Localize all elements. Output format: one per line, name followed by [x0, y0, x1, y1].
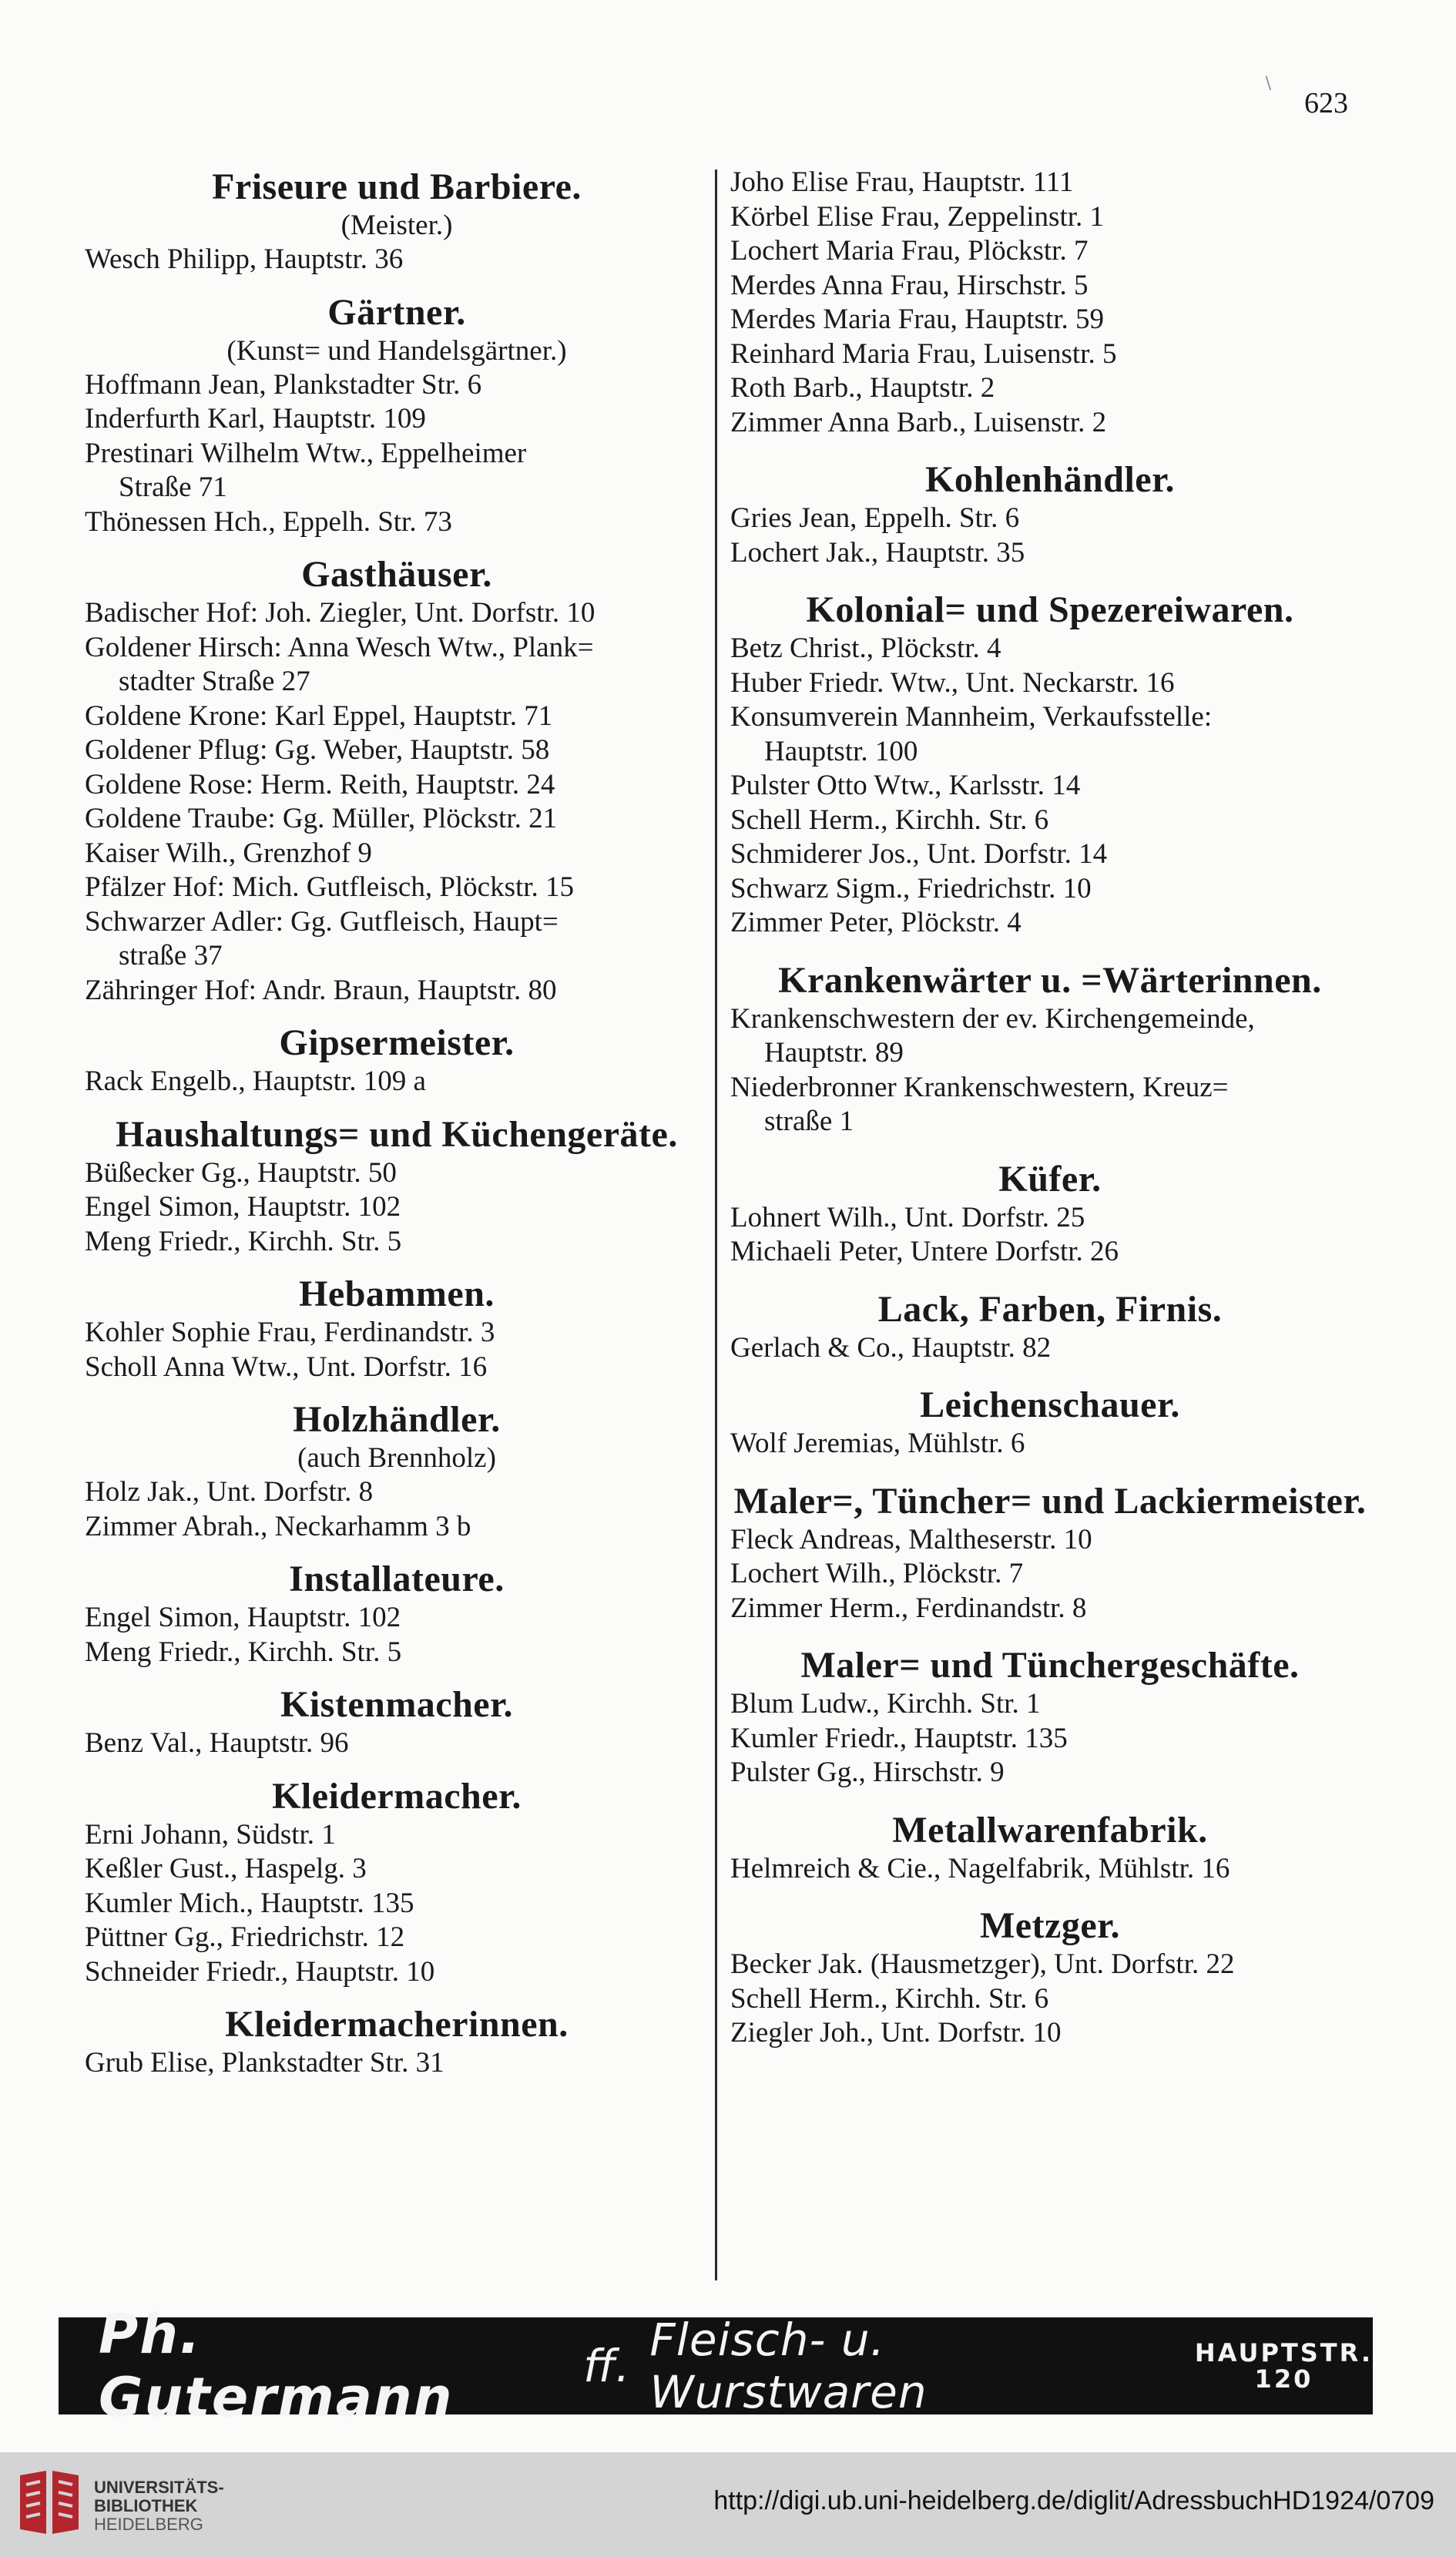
entry-text: Huber Friedr. Wtw., Unt. Neckarstr. 16 [730, 666, 1175, 699]
directory-entry [85, 1726, 709, 1761]
entry-text: Krankenschwestern der ev. Kirchengemeinde, [730, 1002, 1255, 1035]
footer-bar [0, 2452, 1456, 2557]
section-heading: Haushaltungs= und Küchengeräte. [116, 1113, 678, 1155]
directory-entry [85, 1190, 709, 1225]
ad-address-number: 120 [1254, 2364, 1313, 2394]
column-divider [715, 169, 717, 2280]
directory-entry [730, 1523, 1370, 1558]
directory-entry [730, 166, 1370, 200]
ad-mark: ff. [583, 2340, 630, 2392]
directory-entry [730, 1948, 1370, 1982]
entry-text: Büßecker Gg., Hauptstr. 50 [85, 1156, 397, 1189]
section-heading: Küfer. [998, 1158, 1102, 1200]
entry-text: Lochert Wilh., Plöckstr. 7 [730, 1558, 1024, 1589]
directory-entry [85, 596, 709, 631]
directory-entry [730, 337, 1370, 372]
directory-entry [730, 700, 1370, 769]
section-heading: Kleidermacher. [272, 1775, 522, 1817]
directory-entry [730, 1592, 1370, 1626]
ad-address [1195, 2340, 1373, 2392]
entry-text: Schell Herm., Kirchh. Str. 6 [730, 804, 1049, 836]
entry-text: Grub Elise, Plankstadter Str. 31 [85, 2047, 445, 2079]
entry-text: Merdes Maria Frau, Hauptstr. 59 [730, 304, 1105, 335]
directory-entry [85, 1601, 709, 1636]
entry-text: Holz Jak., Unt. Dorfstr. 8 [85, 1476, 374, 1508]
directory-entry [85, 974, 709, 1008]
section-heading: Metallwarenfabrik. [892, 1809, 1208, 1851]
directory-entry [85, 733, 709, 768]
library-name-line1: UNIVERSITÄTS- [94, 2478, 224, 2497]
entry-text: Becker Jak. (Hausmetzger), Unt. Dorfstr. 22 [730, 1948, 1235, 1980]
directory-entry [730, 1852, 1370, 1887]
directory-entry [85, 871, 709, 905]
entry-text: Lochert Maria Frau, Plöckstr. 7 [730, 235, 1089, 267]
section-heading: Lack, Farben, Firnis. [877, 1288, 1223, 1330]
directory-entry [730, 1756, 1370, 1790]
directory-entry [85, 243, 709, 277]
entry-text: Zimmer Peter, Plöckstr. 4 [730, 907, 1022, 938]
entry-text: Ziegler Joh., Unt. Dorfstr. 10 [730, 2017, 1062, 2049]
directory-entry [85, 1475, 709, 1510]
ad-address-street: HAUPTSTR. [1194, 2338, 1373, 2367]
entry-text: Keßler Gust., Haspelg. 3 [85, 1853, 367, 1884]
directory-entry [730, 1982, 1370, 2017]
entry-text: Helmreich & Cie., Nagelfabrik, Mühlstr. 16 [730, 1852, 1230, 1884]
directory-entry [85, 1887, 709, 1921]
entry-continuation: stadter Straße 27 [119, 666, 310, 697]
directory-entry [85, 437, 709, 505]
directory-entry [85, 631, 709, 700]
section-heading: Gärtner. [327, 291, 466, 333]
entry-text: Joho Elise Frau, Hauptstr. 111 [730, 166, 1074, 198]
entry-text: Schwarz Sigm., Friedrichstr. 10 [730, 872, 1092, 904]
section-heading: Kleidermacherinnen. [225, 2004, 569, 2045]
entry-text: Zähringer Hof: Andr. Braun, Hauptstr. 80 [85, 974, 557, 1006]
entry-text: Goldene Krone: Karl Eppel, Hauptstr. 71 [85, 700, 553, 732]
ad-goods: Fleisch- u. Wurstwaren [649, 2314, 928, 2418]
source-url-link[interactable]: http://digi.ub.uni-heidelberg.de/diglit/AdressbuchHD1924/0709 [713, 2486, 1434, 2515]
library-name [94, 2478, 224, 2534]
ad-business-name: Ph. Gutermann [99, 2303, 454, 2429]
entry-text: Zimmer Anna Barb., Luisenstr. 2 [730, 406, 1107, 438]
entry-text: Michaeli Peter, Untere Dorfstr. 26 [730, 1236, 1119, 1267]
entry-text: Lohnert Wilh., Unt. Dorfstr. 25 [730, 1201, 1085, 1233]
section-subheading: (auch Brennholz) [297, 1442, 496, 1474]
entry-text: Thönessen Hch., Eppelh. Str. 73 [85, 505, 452, 538]
section-heading: Krankenwärter u. =Wärterinnen. [778, 959, 1322, 1001]
entry-text: Reinhard Maria Frau, Luisenstr. 5 [730, 337, 1117, 370]
entry-text: Lochert Jak., Hauptstr. 35 [730, 536, 1025, 569]
section-heading: Leichenschauer. [920, 1384, 1180, 1425]
directory-entry [85, 768, 709, 803]
directory-entry [730, 269, 1370, 304]
entry-text: Schneider Friedr., Hauptstr. 10 [85, 1955, 435, 1988]
entry-text: Schwarzer Adler: Gg. Gutfleisch, Haupt= [85, 905, 559, 938]
directory-entry [730, 536, 1370, 571]
directory-entry [85, 1921, 709, 1955]
directory-entry [85, 1852, 709, 1887]
entry-text: Gries Jean, Eppelh. Str. 6 [730, 502, 1020, 534]
directory-entry [730, 2016, 1370, 2051]
entry-text: Scholl Anna Wtw., Unt. Dorfstr. 16 [85, 1351, 488, 1383]
directory-entry [730, 804, 1370, 838]
entry-text: Goldener Pflug: Gg. Weber, Hauptstr. 58 [85, 734, 550, 766]
entry-text: Betz Christ., Plöckstr. 4 [730, 633, 1001, 664]
section-heading: Friseure und Barbiere. [212, 166, 582, 207]
section-subheading: (Kunst= und Handelsgärtner.) [226, 334, 567, 367]
section-heading: Holzhändler. [293, 1399, 501, 1440]
entry-text: Schell Herm., Kirchh. Str. 6 [730, 1982, 1049, 2015]
directory-entry [730, 1071, 1370, 1139]
directory-entry [730, 1235, 1370, 1270]
directory-entry [85, 837, 709, 871]
section-heading: Maler= und Tünchergeschäfte. [800, 1645, 1300, 1686]
entry-text: Zimmer Herm., Ferdinandstr. 8 [730, 1592, 1087, 1624]
entry-text: Inderfurth Karl, Hauptstr. 109 [85, 403, 426, 435]
directory-entry [730, 632, 1370, 666]
entry-text: Engel Simon, Hauptstr. 102 [85, 1602, 401, 1633]
margin-mark: \ [1265, 74, 1271, 93]
section-heading: Kolonial= und Spezereiwaren. [806, 589, 1294, 630]
directory-entry [85, 368, 709, 403]
section-heading: Kistenmacher. [280, 1684, 514, 1725]
directory-entry [730, 1687, 1370, 1722]
entry-text: Püttner Gg., Friedrichstr. 12 [85, 1921, 405, 1953]
directory-entry [85, 1510, 709, 1545]
directory-entry [730, 1002, 1370, 1071]
left-column [85, 166, 709, 2081]
directory-entry [85, 505, 709, 540]
entry-text: Badischer Hof: Joh. Ziegler, Unt. Dorfstr. 10 [85, 597, 595, 629]
entry-continuation: straße 37 [119, 940, 223, 971]
entry-text: Niederbronner Krankenschwestern, Kreuz= [730, 1071, 1229, 1103]
entry-text: Pulster Gg., Hirschstr. 9 [730, 1757, 1005, 1788]
directory-entry [730, 1427, 1370, 1461]
directory-entry [85, 1351, 709, 1385]
entry-text: Erni Johann, Südstr. 1 [85, 1818, 336, 1851]
entry-text: Goldener Hirsch: Anna Wesch Wtw., Plank= [85, 631, 594, 663]
directory-entry [730, 502, 1370, 536]
section-heading: Gasthäuser. [301, 554, 492, 595]
entry-text: Fleck Andreas, Maltheserstr. 10 [730, 1523, 1092, 1555]
directory-entry [85, 905, 709, 974]
directory-entry [730, 303, 1370, 337]
entry-text: Kohler Sophie Frau, Ferdinandstr. 3 [85, 1317, 495, 1348]
directory-entry [730, 371, 1370, 406]
entry-text: Kaiser Wilh., Grenzhof 9 [85, 837, 372, 869]
entry-text: Gerlach & Co., Hauptstr. 82 [730, 1331, 1052, 1364]
entry-text: Goldene Traube: Gg. Müller, Plöckstr. 21 [85, 803, 558, 834]
directory-entry [730, 666, 1370, 701]
right-column [730, 166, 1370, 2051]
directory-entry [730, 1331, 1370, 1366]
entry-text: Meng Friedr., Kirchh. Str. 5 [85, 1225, 402, 1257]
directory-entry [85, 1636, 709, 1670]
directory-entry [85, 1156, 709, 1191]
library-name-line3: HEIDELBERG [94, 2515, 203, 2534]
entry-text: Konsumverein Mannheim, Verkaufsstelle: [730, 701, 1213, 733]
entry-continuation: straße 1 [764, 1106, 854, 1137]
entry-continuation: Straße 71 [119, 471, 227, 503]
directory-entry [730, 1557, 1370, 1592]
directory-entry [85, 2046, 709, 2081]
directory-entry [730, 837, 1370, 872]
directory-entry [730, 406, 1370, 441]
directory-entry [85, 1955, 709, 1990]
entry-text: Meng Friedr., Kirchh. Str. 5 [85, 1636, 402, 1668]
directory-entry [730, 1201, 1370, 1236]
university-library-logo-icon [15, 2468, 83, 2539]
entry-text: Goldene Rose: Herm. Reith, Hauptstr. 24 [85, 768, 555, 800]
entry-text: Rack Engelb., Hauptstr. 109 a [85, 1065, 426, 1097]
directory-entry [85, 1225, 709, 1260]
entry-text: Pfälzer Hof: Mich. Gutfleisch, Plöckstr. 15 [85, 871, 575, 903]
library-name-line2: BIBLIOTHEK [94, 2496, 198, 2515]
page-number: 623 [1304, 87, 1348, 119]
entry-text: Kumler Mich., Hauptstr. 135 [85, 1887, 414, 1919]
directory-entry [85, 700, 709, 734]
entry-text: Pulster Otto Wtw., Karlsstr. 14 [730, 770, 1081, 801]
entry-text: Benz Val., Hauptstr. 96 [85, 1727, 349, 1759]
directory-entry [85, 802, 709, 837]
section-heading: Maler=, Tüncher= und Lackiermeister. [733, 1480, 1367, 1522]
section-heading: Hebammen. [299, 1273, 495, 1314]
directory-entry [730, 200, 1370, 235]
directory-entry [85, 1065, 709, 1099]
section-heading: Kohlenhändler. [925, 459, 1175, 500]
entry-text: Prestinari Wilhelm Wtw., Eppelheimer [85, 437, 527, 469]
section-heading: Gipsermeister. [279, 1022, 515, 1063]
section-heading: Metzger. [979, 1905, 1121, 1946]
section-heading: Installateure. [289, 1559, 505, 1599]
entry-text: Merdes Anna Frau, Hirschstr. 5 [730, 269, 1089, 301]
directory-entry [730, 769, 1370, 804]
directory-entry [730, 872, 1370, 907]
directory-entry [730, 906, 1370, 941]
entry-text: Hoffmann Jean, Plankstadter Str. 6 [85, 368, 482, 401]
directory-entry [85, 402, 709, 437]
entry-text: Zimmer Abrah., Neckarhamm 3 b [85, 1510, 471, 1542]
entry-text: Kumler Friedr., Hauptstr. 135 [730, 1722, 1068, 1754]
entry-text: Engel Simon, Hauptstr. 102 [85, 1191, 401, 1223]
entry-continuation: Hauptstr. 100 [764, 735, 918, 767]
entry-text: Blum Ludw., Kirchh. Str. 1 [730, 1688, 1041, 1720]
entry-text: Wolf Jeremias, Mühlstr. 6 [730, 1428, 1025, 1459]
section-subheading: (Meister.) [341, 210, 453, 241]
entry-text: Wesch Philipp, Hauptstr. 36 [85, 243, 404, 275]
advertisement-banner [59, 2303, 1373, 2429]
entry-text: Roth Barb., Hauptstr. 2 [730, 372, 995, 404]
directory-entry [85, 1316, 709, 1351]
directory-entry [730, 234, 1370, 269]
directory-entry [85, 1818, 709, 1853]
entry-text: Körbel Elise Frau, Zeppelinstr. 1 [730, 200, 1105, 233]
directory-entry [730, 1722, 1370, 1757]
entry-continuation: Hauptstr. 89 [764, 1037, 904, 1069]
entry-text: Schmiderer Jos., Unt. Dorfstr. 14 [730, 838, 1108, 870]
